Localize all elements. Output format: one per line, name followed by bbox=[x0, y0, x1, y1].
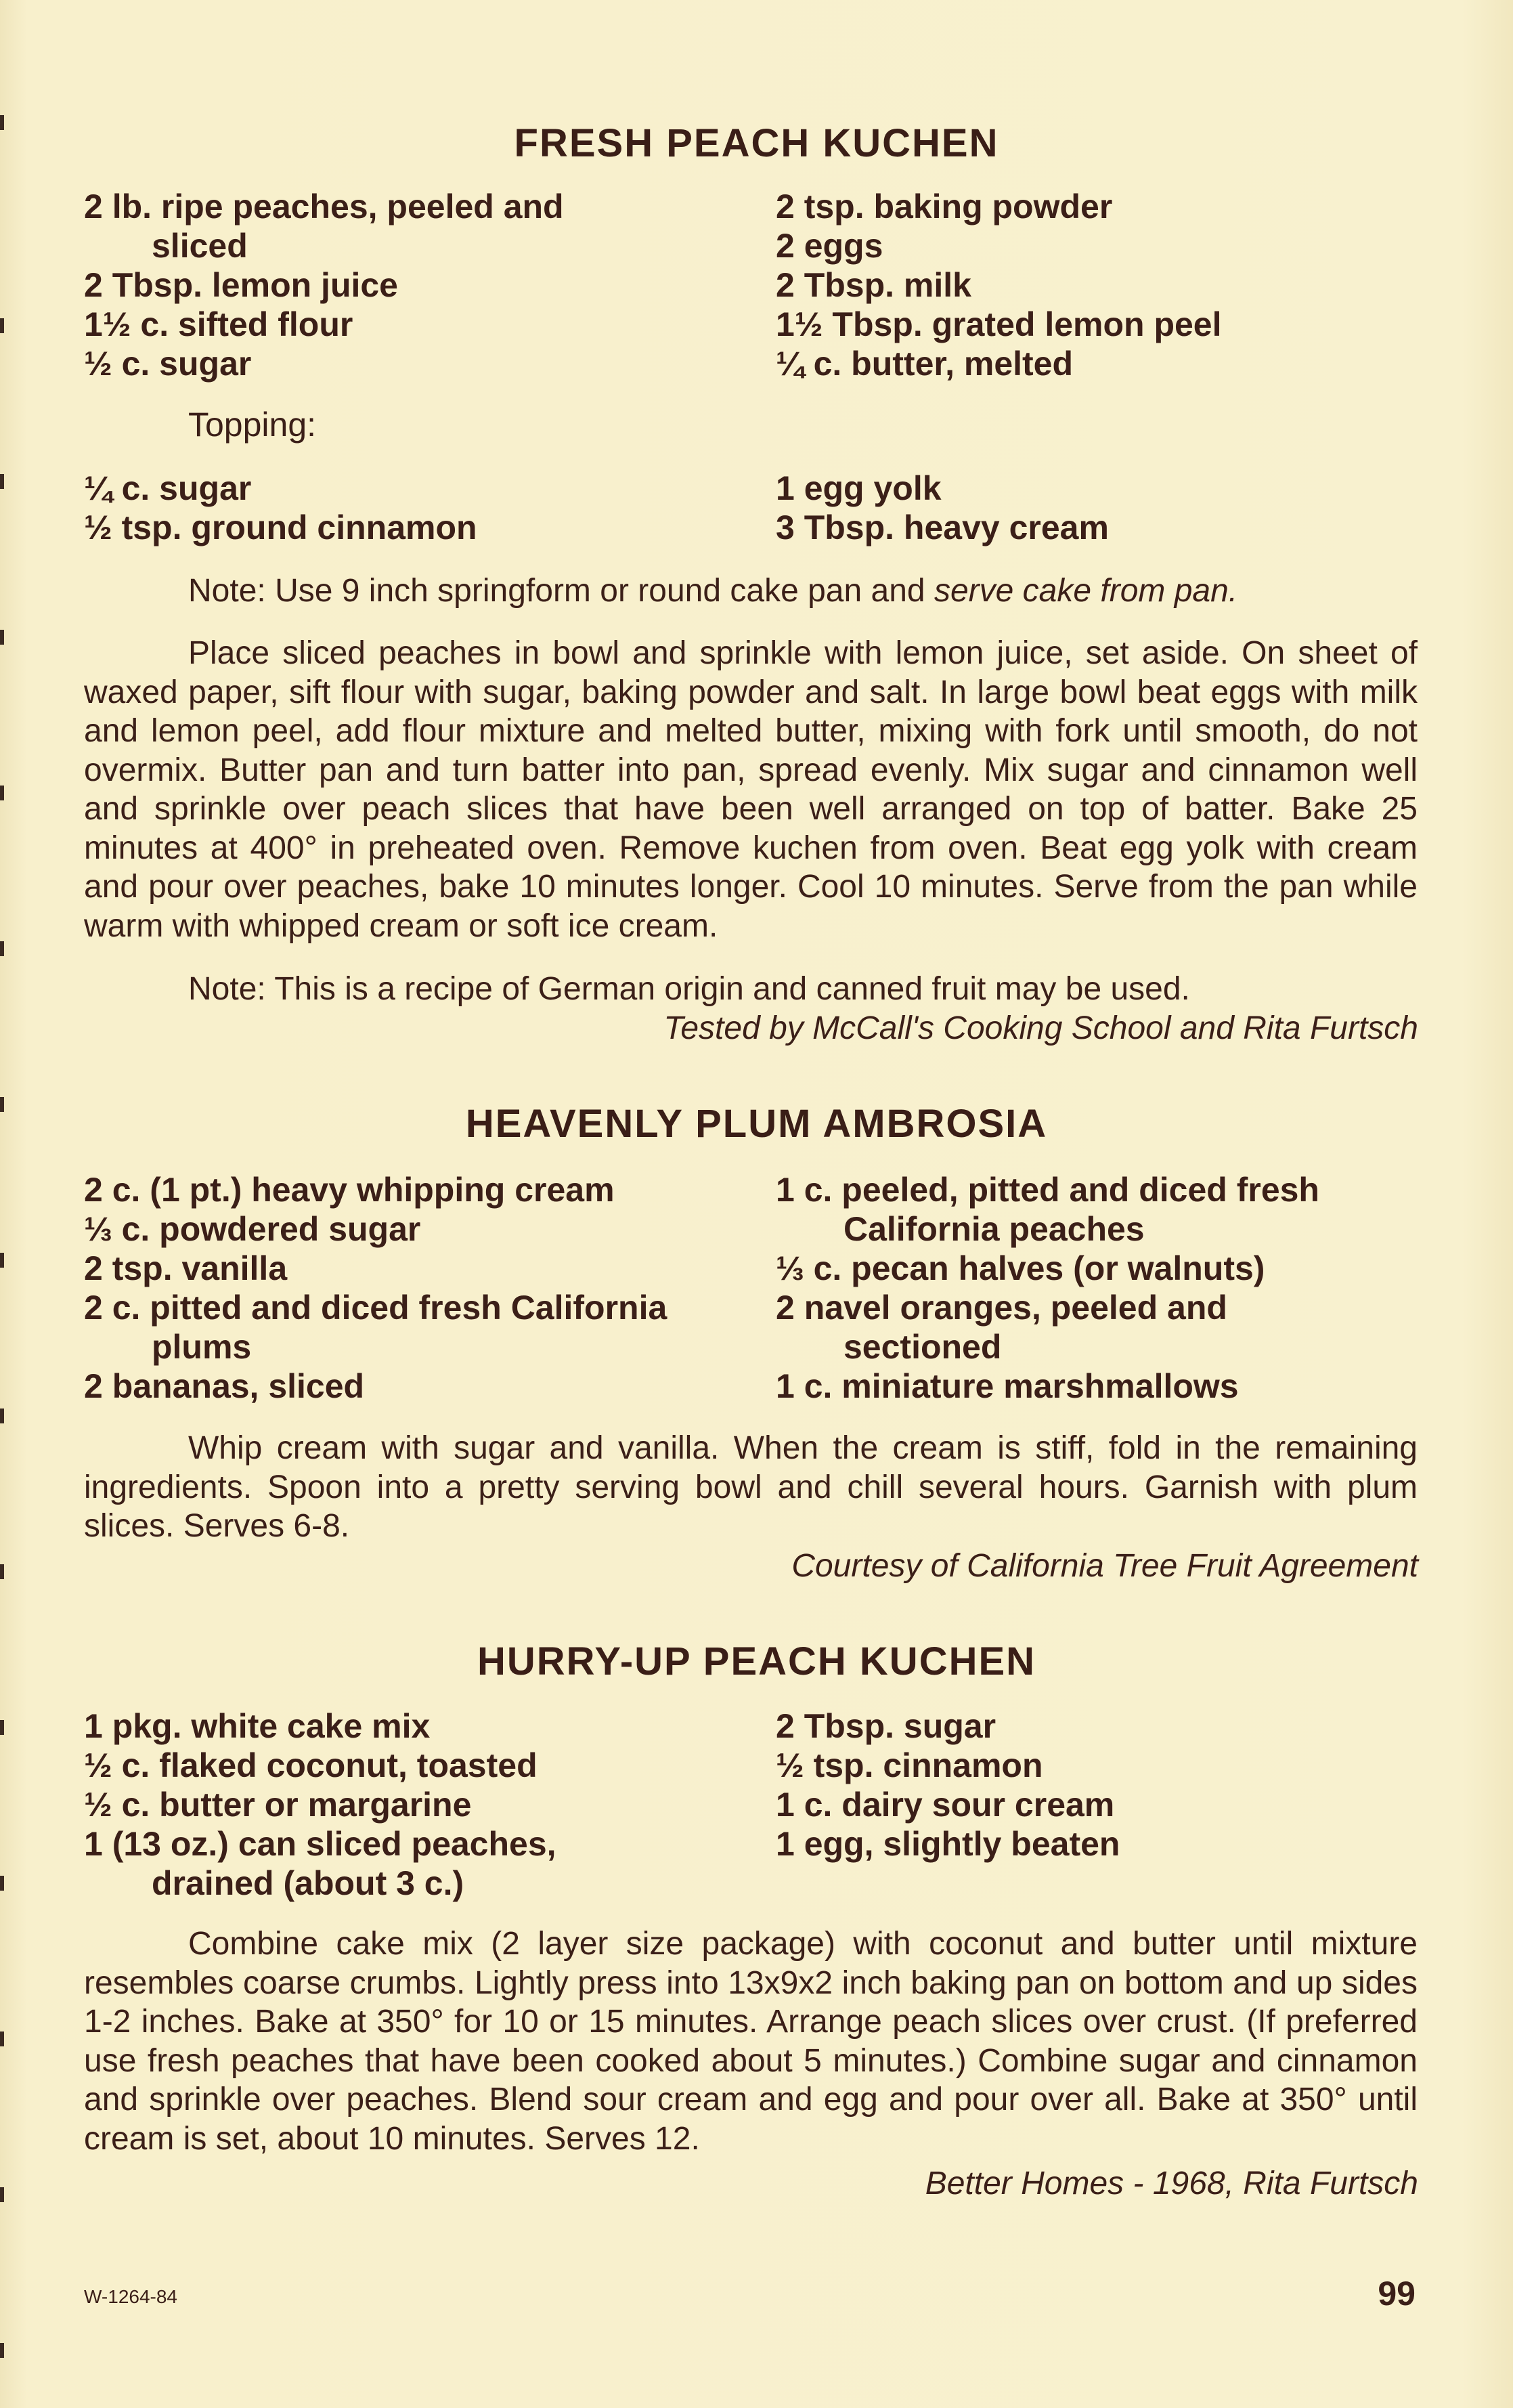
ingredient: California peaches bbox=[843, 1210, 1145, 1248]
ingredients-left bbox=[84, 1706, 556, 1903]
ingredient: ¼ c. butter, melted bbox=[776, 345, 1074, 383]
ingredient: ½ c. sugar bbox=[84, 345, 252, 383]
ingredient: 2 bananas, sliced bbox=[84, 1367, 365, 1405]
ingredient: ⅓ c. powdered sugar bbox=[84, 1210, 421, 1248]
recipe-credit: Courtesy of California Tree Fruit Agreement bbox=[791, 1548, 1418, 1584]
origin-note: Note: This is a recipe of German origin and canned fruit may be used. bbox=[188, 971, 1190, 1007]
ingredients-right bbox=[776, 1706, 1120, 1864]
directions: Combine cake mix (2 layer size package) with coconut and butter until mixture resembles coarse crumbs. Lightly press into 13x9x2 inch baking pan on bottom and up sides 1-2 inches. Bake at 350° for 10 or 15 minutes. Arrange peach slices over crust. (If preferred use fresh peaches that have been cooked about 5 minutes.) Combine sugar and cinnamon and sprinkle over peaches. Blend sour cream and egg and pour over all. Bake at 350° until cream is set, about 10 minutes. Serves 12. bbox=[84, 1926, 1418, 2157]
ingredient: sectioned bbox=[843, 1328, 1002, 1366]
topping-left bbox=[84, 469, 477, 547]
directions: Place sliced peaches in bowl and sprinkle with lemon juice, set aside. On sheet of waxed paper, sift flour with sugar, baking powder and salt. In large bowl beat eggs with milk and lemon peel, add flour mixture and melted butter, mixing with fork until smooth, do not overmix. Butter pan and turn batter into pan, spread evenly. Mix sugar and cinnamon well and sprinkle over peach slices that have been well arranged on top of batter. Bake 25 minutes at 400° in preheated oven. Remove kuchen from oven. Beat egg yolk with cream and pour over peaches, bake 10 minutes longer. Cool 10 minutes. Serve from the pan while warm with whipped cream or soft ice cream. bbox=[84, 635, 1418, 944]
ingredient: 2 eggs bbox=[776, 227, 883, 265]
ingredient: 1 (13 oz.) can sliced peaches, bbox=[84, 1825, 556, 1863]
ingredient: 1 c. peeled, pitted and diced fresh bbox=[776, 1171, 1319, 1209]
recipe-title: HEAVENLY PLUM AMBROSIA bbox=[465, 1102, 1048, 1146]
ingredient: 1 c. dairy sour cream bbox=[776, 1786, 1115, 1824]
ingredients-right bbox=[776, 1170, 1319, 1406]
topping-label: Topping: bbox=[188, 406, 317, 444]
ingredient: 2 c. (1 pt.) heavy whipping cream bbox=[84, 1171, 615, 1209]
recipe-credit: Tested by McCall's Cooking School and Rita Furtsch bbox=[663, 1010, 1418, 1046]
ingredients-left bbox=[84, 1170, 667, 1406]
ingredients-right bbox=[776, 187, 1222, 383]
ingredient: ½ c. butter or margarine bbox=[84, 1786, 472, 1824]
ingredient: ¼ c. sugar bbox=[84, 469, 252, 507]
binding-edge bbox=[0, 0, 5, 2408]
ingredient: ½ tsp. cinnamon bbox=[776, 1746, 1043, 1784]
form-code: W-1264-84 bbox=[84, 2286, 178, 2307]
ingredient: sliced bbox=[152, 227, 248, 265]
page-number: 99 bbox=[1378, 2275, 1416, 2313]
ingredient: ½ c. flaked coconut, toasted bbox=[84, 1746, 538, 1784]
ingredient: drained (about 3 c.) bbox=[152, 1864, 464, 1902]
ingredient: 2 lb. ripe peaches, peeled and bbox=[84, 188, 564, 225]
ingredient: 1 pkg. white cake mix bbox=[84, 1707, 431, 1745]
pan-note-text: Note: Use 9 inch springform or round cake pan and bbox=[188, 573, 934, 609]
recipe-title: FRESH PEACH KUCHEN bbox=[514, 121, 999, 165]
topping-right bbox=[776, 469, 1109, 547]
ingredient: 1 egg, slightly beaten bbox=[776, 1825, 1120, 1863]
ingredient: 2 navel oranges, peeled and bbox=[776, 1289, 1227, 1327]
pan-note-emphasis: serve cake from pan. bbox=[934, 573, 1238, 609]
ingredients-left bbox=[84, 187, 564, 383]
recipe-title: HURRY-UP PEACH KUCHEN bbox=[477, 1639, 1036, 1683]
ingredient: 2 tsp. baking powder bbox=[776, 188, 1113, 225]
ingredient: 2 Tbsp. sugar bbox=[776, 1707, 996, 1745]
recipe-credit: Better Homes - 1968, Rita Furtsch bbox=[925, 2166, 1418, 2201]
ingredient: 2 tsp. vanilla bbox=[84, 1249, 288, 1287]
ingredient: 2 c. pitted and diced fresh California bbox=[84, 1289, 667, 1327]
ingredient: 3 Tbsp. heavy cream bbox=[776, 509, 1109, 546]
directions: Whip cream with sugar and vanilla. When the cream is stiff, fold in the remaining ingredients. Spoon into a pretty serving bowl and chill several hours. Garnish with plum slices. Serves 6-8. bbox=[84, 1430, 1418, 1544]
ingredient: plums bbox=[152, 1328, 252, 1366]
ingredient: 2 Tbsp. lemon juice bbox=[84, 266, 398, 304]
ingredient: 1 egg yolk bbox=[776, 469, 942, 507]
ingredient: ⅓ c. pecan halves (or walnuts) bbox=[776, 1249, 1265, 1287]
ingredient: 1½ c. sifted flour bbox=[84, 305, 353, 343]
ingredient: 1 c. miniature marshmallows bbox=[776, 1367, 1239, 1405]
ingredient: 1½ Tbsp. grated lemon peel bbox=[776, 305, 1222, 343]
pan-note bbox=[188, 572, 1237, 611]
ingredient: 2 Tbsp. milk bbox=[776, 266, 971, 304]
ingredient: ½ tsp. ground cinnamon bbox=[84, 509, 477, 546]
